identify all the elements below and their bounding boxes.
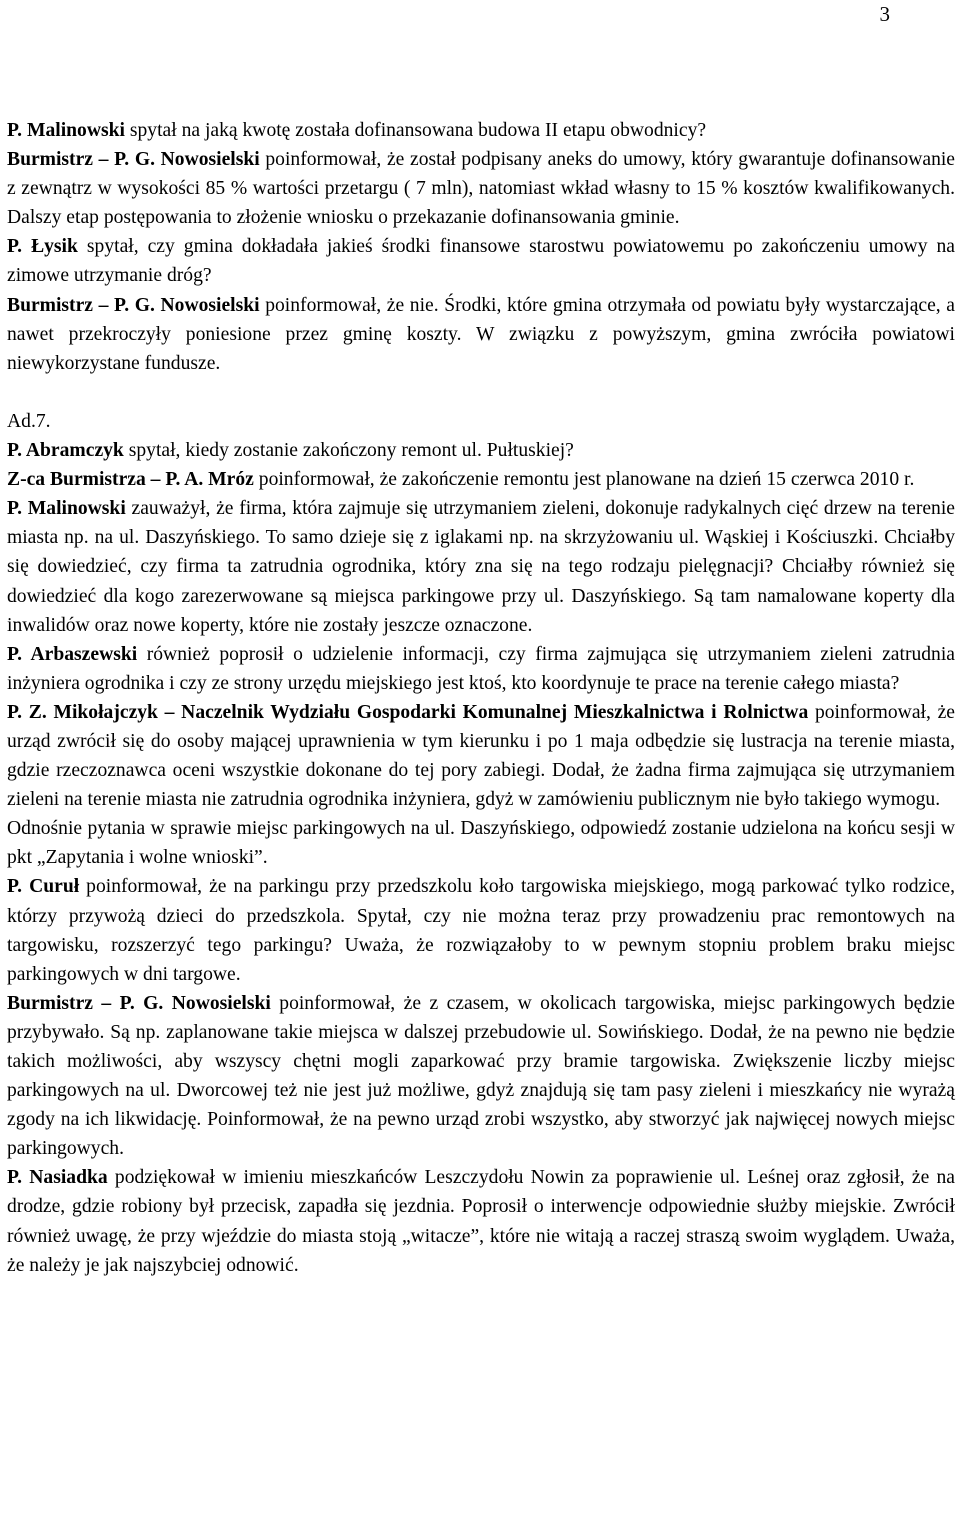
statement-text: poinformował, że został podpisany aneks do umowy, który gwarantuje dofinansowanie z zewnątrz w wysokości 85 % wartości przetargu ( 7 mln), natomiast wkład własny to 15 % kosztów kwalifikowanych. Dalszy etap postępowania to złożenie wniosku o przekazanie dofinansowania gminie. [7,149,956,229]
statement-text: spytał, czy gmina dokładała jakieś środki finansowe starostwu powiatowemu po zakończeniu umowy na zimowe utrzymanie dróg? [7,236,955,287]
speaker-name: P. Nasiadka [7,1167,108,1189]
speaker-name: Burmistrz – P. G. Nowosielski [7,992,271,1014]
statement-text: również poprosił o udzielenie informacji, czy firma zajmująca się utrzymaniem zieleni zatrudnia inżyniera ogrodnika i czy ze strony urzędu miejskiego jest ktoś, kto koordynuje te prace na terenie całego miasta? [7,643,955,694]
statement-text: poinformował, że nie. Środki, które gmina otrzymała od powiatu były wystarczające, a nawet przekroczyły poniesione przez gminę koszty. W związku z powyższym, gmina zwróciła powiatowi niewykorzystane fundusze. [7,294,956,374]
statement-text: poinformował, że zakończenie remontu jest planowane na dzień 15 czerwca 2010 r. [253,469,915,491]
minutes-paragraph [7,436,955,465]
minutes-paragraph [7,116,955,145]
statement-text: poinformował, że na parkingu przy przedszkolu koło targowiska miejskiego, mogą parkować tylko rodzice, którzy przywożą dzieci do przedszkola. Spytał, czy nie można teraz przy prowadzeniu prac remontowych na targowisku, rozszerzyć tego parkingu? Uważa, że rozwiązałoby to w pewnym stopniu problem braku miejsc parkingowych w dni targowe. [7,876,955,985]
page-number: 3 [879,2,890,26]
minutes-paragraph [7,145,955,232]
speaker-name: P. Arbaszewski [7,643,138,665]
statement-text: zauważył, że firma, która zajmuje się utrzymaniem zieleni, dokonuje radykalnych cięć drzew na terenie miasta np. na ul. Daszyńskiego. To samo dzieje się z iglakami np. na skrzyżowaniu ul. Wąskiej i Kościuszki. Chciałby się dowiedzieć, czy firma ta zatrudnia ogrodnika, który zna się na tego rodzaju pielęgnacji? Chciałby również się dowiedzieć dla kogo zarezerwowane są miejsca parkingowe przy ul. Daszyńskiego. Są tam namalowane koperty dla inwalidów oraz nowe koperty, które nie zostały jeszcze oznaczone. [7,498,955,636]
statement-text: Odnośnie pytania w sprawie miejsc parkingowych na ul. Daszyńskiego, odpowiedź zostanie udzielona na końcu sesji w pkt „Zapytania i wolne wnioski”. [7,818,955,869]
speaker-name: P. Curuł [7,876,80,898]
minutes-paragraph [7,989,955,1164]
statement-text: spytał, kiedy zostanie zakończony remont ul. Pułtuskiej? [123,440,574,462]
minutes-paragraph [7,465,955,494]
minutes-paragraph [7,872,955,988]
speaker-name: P. Malinowski [7,498,126,520]
statement-text: poinformował, że z czasem, w okolicach targowiska, miejsc parkingowych będzie przybywało. Są np. zaplanowane takie miejsca w dalszej przebudowie ul. Sowińskiego. Dodał, że na pewno nie będzie takich możliwości, aby wszyscy chętni mogli zaparkować przy bramie targowiska. Zwiększenie liczby miejsc parkingowych na ul. Dworcowej też nie jest już możliwe, gdyż znajdują się tam pasy zieleni i mieszkańcy nie wyrażą zgody na ich likwidację. Poinformował, że na pewno urząd zrobi wszystko, aby stworzyć jak najwięcej nowych miejsc parkingowych. [7,992,956,1160]
speaker-name: Burmistrz – P. G. Nowosielski [7,294,260,316]
minutes-paragraph [7,698,955,814]
minutes-paragraph [7,1163,955,1279]
speaker-name: Z-ca Burmistrza – P. A. Mróz [7,469,254,491]
paragraph-gap [7,378,955,407]
statement-text: spytał na jaką kwotę została dofinansowana budowa II etapu obwodnicy? [124,120,707,141]
minutes-paragraph [7,814,955,872]
minutes-body [7,116,955,1280]
minutes-paragraph [7,291,955,378]
speaker-name: P. Malinowski [7,120,125,141]
statement-text: podziękował w imieniu mieszkańców Leszczydołu Nowin za poprawienie ul. Leśnej oraz zgłosił, że na drodze, gdzie robiony był przecisk, zapadła się jezdnia. Poprosił o interwencje odpowiednie służby miejskie. Zwrócił również uwagę, że przy wjeździe do miasta stoją „witacze”, które nie witają a raczej straszą swoim wyglądem. Uważa, że należy je jak najszybciej odnowić. [7,1167,955,1276]
speaker-name: P. Łysik [7,236,78,258]
speaker-name: P. Abramczyk [7,440,124,462]
agenda-item-heading: Ad.7. [7,410,51,432]
minutes-paragraph [7,494,955,639]
statement-text: poinformował, że urząd zwrócił się do osoby mającej uprawnienia w tym kierunku i po 1 maja odbędzie się lustracja na terenie miasta, gdzie rzeczoznawca oceni wszystkie dokonane do tej pory zabiegi. Dodał, że żadna firma zajmująca się utrzymaniem zieleni na terenie miasta nie zatrudnia ogrodnika inżyniera, gdyż w zamówieniu publicznym nie było takiego wymogu. [7,701,955,811]
speaker-name: Burmistrz – P. G. Nowosielski [7,149,260,171]
minutes-paragraph [7,640,955,698]
speaker-name: P. Z. Mikołajczyk – Naczelnik Wydziału Gospodarki Komunalnej Mieszkalnictwa i Rolnictwa [7,701,809,723]
minutes-paragraph [7,232,955,290]
